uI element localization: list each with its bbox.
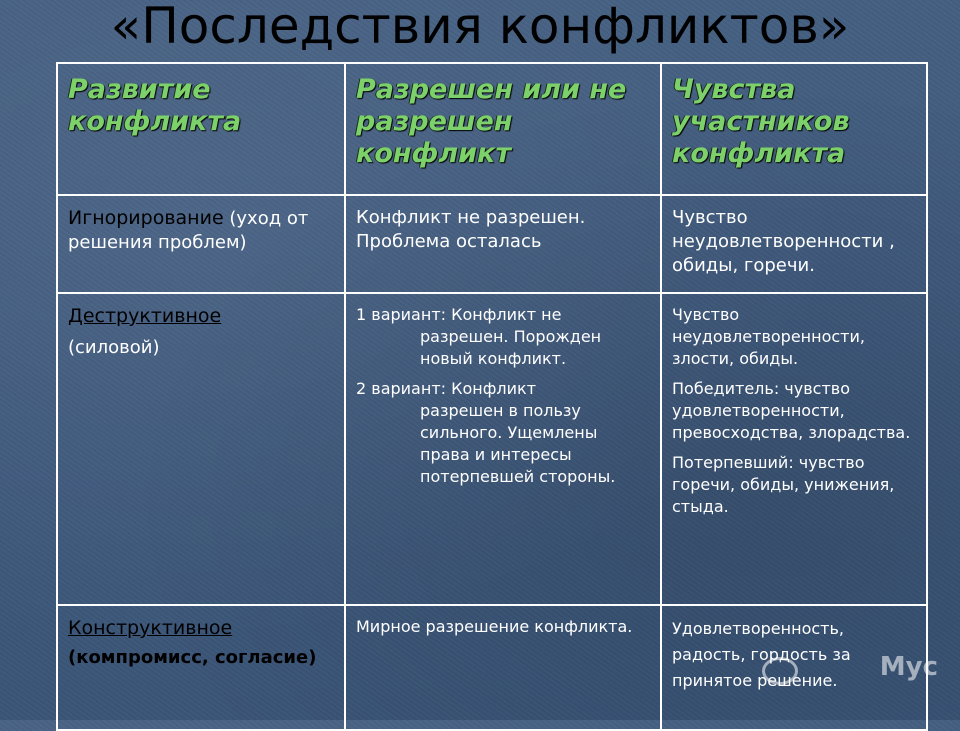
variant-2-rest: разрешен в пользу сильного. Ущемлены права и интересы потерпевшей стороны. <box>420 401 616 486</box>
header-label: Развитие конфликта <box>68 74 242 137</box>
table-row <box>57 293 927 605</box>
row-name: Игнорирование <box>68 207 224 229</box>
feelings-text: Чувство неудовлетворенности , обиды, горечи. <box>672 207 895 276</box>
table-row <box>57 195 927 293</box>
resolution-cell <box>345 195 661 293</box>
header-label: Разрешен или не разрешен конфликт <box>356 74 627 169</box>
row-subtitle: (уход от решения проблем) <box>68 208 309 253</box>
watermark-logo-icon <box>762 657 798 685</box>
variant-2 <box>356 378 652 488</box>
row-name-cell <box>57 293 345 605</box>
variant-1-rest: разрешен. Порожден новый конфликт. <box>420 327 602 368</box>
watermark-text: Myc <box>879 652 938 682</box>
variant-2-first-line: 2 вариант: Конфликт <box>356 379 537 398</box>
feelings-cell <box>661 293 927 605</box>
header-label: Чувства участников конфликта <box>672 74 850 169</box>
header-cell-resolved <box>345 63 661 195</box>
feelings-general: Чувство неудовлетворенности, злости, обиды. <box>672 305 865 368</box>
feelings-winner: Победитель: чувство удовлетворенности, превосходства, злорадства. <box>672 379 911 442</box>
variant-1-first-line: 1 вариант: Конфликт не <box>356 305 562 324</box>
header-cell-development <box>57 63 345 195</box>
row-name-cell <box>57 605 345 730</box>
resolution-text: Конфликт не разрешен. Проблема осталась <box>356 207 586 252</box>
header-cell-feelings <box>661 63 927 195</box>
feelings-cell <box>661 195 927 293</box>
row-name: Деструктивное <box>68 305 222 327</box>
slide-title: «Последствия конфликтов» <box>110 0 850 55</box>
row-name-cell <box>57 195 345 293</box>
row-subtitle: (компромисс, согласие) <box>68 647 317 668</box>
feelings-victim: Потерпевший: чувство горечи, обиды, унижения, стыда. <box>672 453 895 516</box>
resolution-cell <box>345 293 661 605</box>
feelings-text: Удовлетворенность, радость, гордость за принятое решение. <box>672 619 851 690</box>
row-name: Конструктивное <box>68 617 233 639</box>
resolution-text: Мирное разрешение конфликта. <box>356 617 633 636</box>
consequences-table <box>56 62 928 731</box>
table-header-row <box>57 63 927 195</box>
resolution-cell <box>345 605 661 730</box>
variant-1 <box>356 304 652 370</box>
row-subtitle: (силовой) <box>68 337 160 358</box>
